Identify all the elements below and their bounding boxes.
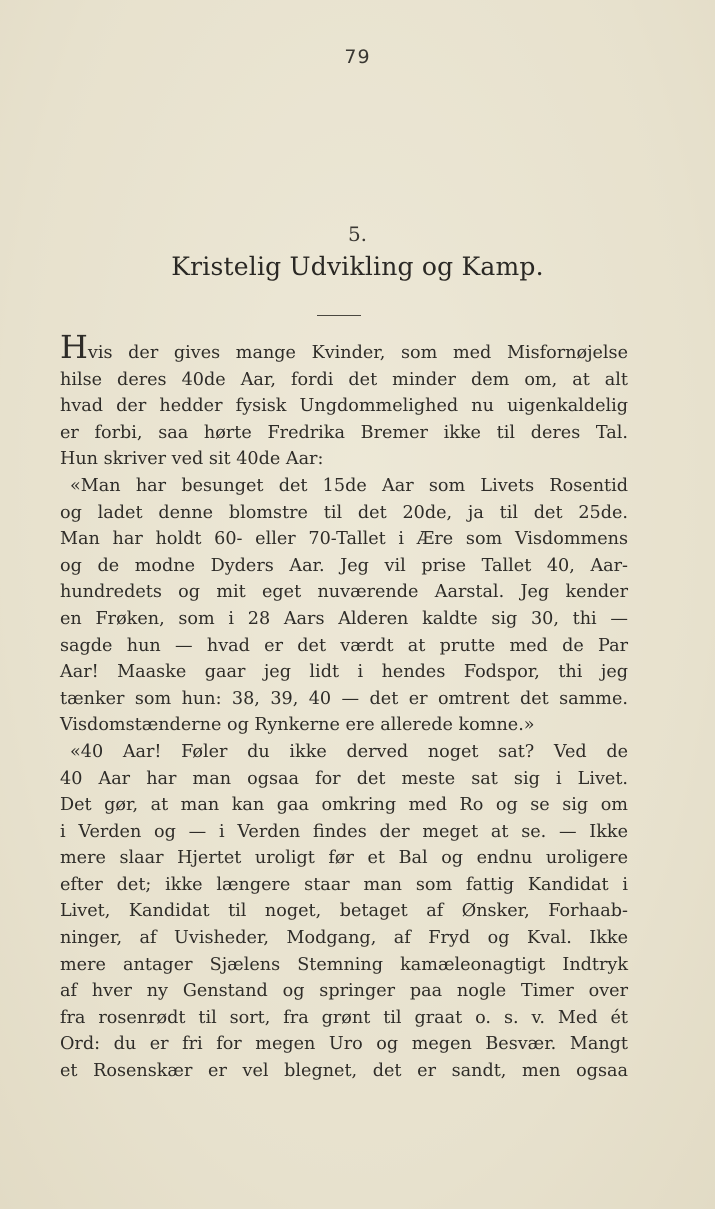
text-line: et Rosenskær er vel blegnet, det er sandt, men ogsaa xyxy=(60,1061,628,1082)
text-line: sagde hun — hvad er det værdt at prutte med de Par xyxy=(60,635,628,656)
text-line: hilse deres 40de Aar, fordi det minder dem om, at alt xyxy=(60,369,628,390)
text-line: og ladet denne blomstre til det 20de, ja til det 25de. xyxy=(60,502,628,523)
text-line: 40 Aar har man ogsaa for det meste sat sig i Livet. xyxy=(60,768,628,789)
text-line: af hver ny Genstand og springer paa nogle Timer over xyxy=(60,981,628,1002)
text-line: ninger, af Uvisheder, Modgang, af Fryd og Kval. Ikke xyxy=(60,928,628,949)
text-line: mere slaar Hjertet uroligt før et Bal og endnu uroligere xyxy=(60,848,628,869)
text-line: hvad der hedder fysisk Ungdommelighed nu uigenkaldelig xyxy=(60,396,628,417)
chapter-title: Kristelig Udvikling og Kamp. xyxy=(171,252,544,281)
text-line: i Verden og — i Verden findes der meget at se. — Ikke xyxy=(60,821,628,842)
text-line: efter det; ikke længere staar man som fattig Kandidat i xyxy=(60,874,628,895)
text-line: er forbi, saa hørte Fredrika Bremer ikke til deres Tal. xyxy=(60,422,628,443)
text-line: og de modne Dyders Aar. Jeg vil prise Tallet 40, Aar- xyxy=(60,555,628,576)
text-line: tænker som hun: 38, 39, 40 — det er omtrent det samme. xyxy=(60,688,628,709)
text-line: mere antager Sjælens Stemning kamæleonagtigt Indtryk xyxy=(60,954,628,975)
text-line: Hun skriver ved sit 40de Aar: xyxy=(60,449,324,470)
text-line: Det gør, at man kan gaa omkring med Ro og se sig om xyxy=(60,795,628,816)
text-line: Livet, Kandidat til noget, betaget af Ønsker, Forhaab- xyxy=(60,901,628,922)
page-number: 79 xyxy=(344,46,371,68)
text-line: Man har holdt 60- eller 70-Tallet i Ære som Visdommens xyxy=(60,529,628,550)
text-line: en Frøken, som i 28 Aars Alderen kaldte sig 30, thi — xyxy=(60,608,628,629)
text-line: Visdomstænderne og Rynkerne ere allerede komne.» xyxy=(60,715,535,736)
body-text xyxy=(60,328,628,1085)
text-line: Aar! Maaske gaar jeg lidt i hendes Fodspor, thi jeg xyxy=(60,662,628,683)
text-line: hundredets og mit eget nuværende Aarstal. Jeg kender xyxy=(60,582,628,603)
text-line: «40 Aar! Føler du ikke derved noget sat? Ved de xyxy=(70,741,628,762)
drop-cap: H xyxy=(60,328,88,366)
chapter-number: 5. xyxy=(347,222,368,246)
text-line: Hvis der gives mange Kvinder, som med Misfornøjelse xyxy=(60,328,628,366)
text-line: fra rosenrødt til sort, fra grønt til graat o. s. v. Med ét xyxy=(60,1007,628,1028)
text-line: Ord: du er fri for megen Uro og megen Besvær. Mangt xyxy=(60,1034,628,1055)
text-line: «Man har besunget det 15de Aar som Livets Rosentid xyxy=(70,475,628,496)
title-divider xyxy=(317,315,361,316)
